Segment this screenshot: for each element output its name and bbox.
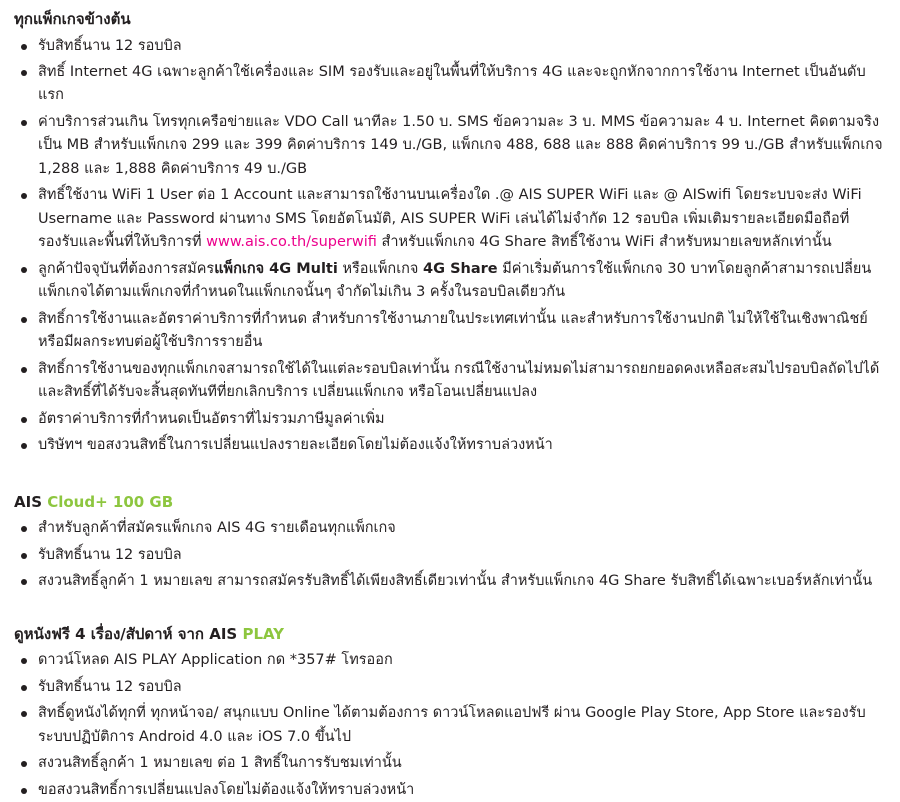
section-title-ais-cloud [14, 491, 888, 514]
multi-text-mid: หรือแพ็กเกจ [337, 260, 424, 277]
list-item: ค่าบริการส่วนเกิน โทรทุกเครือข่ายและ VDO Call นาทีละ 1.50 บ. SMS ข้อความละ 3 บ. MMS ข้อความละ 4 บ. Internet คิดตามจริงเป็น MB สำหรับแพ็กเกจ 299 และ 399 คิดค่าบริการ 149 บ./GB, แพ็กเกจ 488, 688 และ 888 คิดค่าบริการ 99 บ./GB สำหรับแพ็กเกจ 1,288 และ 1,888 คิดค่าบริการ 49 บ./GB [12, 111, 888, 181]
list-item: ขอสงวนสิทธิ์การเปลี่ยนแปลงโดยไม่ต้องแจ้งให้ทราบล่วงหน้า [12, 779, 888, 802]
list-item: สิทธิ์การใช้งานของทุกแพ็กเกจสามารถใช้ได้ในแต่ละรอบบิลเท่านั้น กรณีใช้งานไม่หมดไม่สามารถยกยอดคงเหลือสะสมไปรอบบิลถัดไปได้ และสิทธิ์ที่ได้รับจะสิ้นสุดทันทีที่ยกเลิกบริการ เปลี่ยนแพ็กเกจ หรือโอนเปลี่ยนแปลง [12, 358, 888, 405]
list-item: สงวนสิทธิ์ลูกค้า 1 หมายเลข ต่อ 1 สิทธิ์ในการรับชมเท่านั้น [12, 752, 888, 775]
list-item: อัตราค่าบริการที่กำหนดเป็นอัตราที่ไม่รวมภาษีมูลค่าเพิ่ม [12, 408, 888, 431]
bullet-list-ais-cloud [12, 517, 888, 593]
package-4g-multi-label: แพ็กเกจ 4G Multi [214, 260, 338, 277]
multi-text-pre: ลูกค้าปัจจุบันที่ต้องการสมัคร [38, 260, 215, 277]
list-item: สงวนสิทธิ์ลูกค้า 1 หมายเลข สามารถสมัครรับสิทธิ์ได้เพียงสิทธิ์เดียวเท่านั้น สำหรับแพ็กเกจ 4G Share รับสิทธิ์ได้เฉพาะเบอร์หลักเท่านั้น [12, 570, 888, 593]
package-4g-share-label: 4G Share [423, 260, 498, 277]
section-title-prefix: AIS [14, 492, 48, 511]
multi-text-post: มีค่าเริ่มต้นการใช้แพ็กเกจ 30 บาทโดยลูกค้าสามารถเปลี่ยนแพ็กเกจได้ตามแพ็กเกจที่กำหนดในแพ็กเกจนั้นๆ จำกัดไม่เกิน 3 ครั้งในรอบบิลเดียวกัน [38, 260, 872, 301]
section-title-accent: Cloud+ 100 GB [47, 492, 174, 511]
section-title-prefix: ดูหนังฟรี 4 เรื่อง/สัปดาห์ จาก AIS [14, 624, 243, 643]
wifi-text-pre: สิทธิ์ใช้งาน WiFi 1 User ต่อ 1 Account และสามารถใช้งานบนเครื่องใด .@ AIS SUPER WiFi และ @ AISwifi โดยระบบจะส่ง WiFi Username และ Password ผ่านทาง SMS โดยอัตโนมัติ, AIS SUPER WiFi เล่นได้ไม่จำกัด 12 รอบบิล เพิ่มเติมรายละเอียดมือถือที่รองรับและพื้นที่ให้บริการที่ [38, 187, 862, 251]
list-item: สิทธิ์ Internet 4G เฉพาะลูกค้าใช้เครื่องและ SIM รองรับและอยู่ในพื้นที่ให้บริการ 4G และจะถูกหักจากการใช้งาน Internet เป็นอันดับแรก [12, 61, 888, 108]
list-item: สิทธิ์การใช้งานและอัตราค่าบริการที่กำหนด สำหรับการใช้งานภายในประเทศเท่านั้น และสำหรับการใช้งานปกติ ไม่ให้ใช้ในเชิงพาณิชย์หรือมีผลกระทบต่อผู้ใช้บริการรายอื่น [12, 308, 888, 355]
superwifi-link[interactable]: www.ais.co.th/superwifi [206, 234, 377, 251]
list-item-wifi [12, 184, 888, 254]
section-all-packages [12, 8, 888, 458]
list-item: สำหรับลูกค้าที่สมัครแพ็กเกจ AIS 4G รายเดือนทุกแพ็กเกจ [12, 517, 888, 540]
bullet-list-ais-play [12, 649, 888, 802]
list-item: รับสิทธิ์นาน 12 รอบบิล [12, 676, 888, 699]
section-ais-play [12, 623, 888, 802]
list-item: บริษัทฯ ขอสงวนสิทธิ์ในการเปลี่ยนแปลงรายละเอียดโดยไม่ต้องแจ้งให้ทราบล่วงหน้า [12, 434, 888, 457]
section-title-ais-play [14, 623, 888, 646]
list-item: สิทธิ์ดูหนังได้ทุกที่ ทุกหน้าจอ/ สนุกแบบ Online ได้ตามต้องการ ดาวน์โหลดแอปฟรี ผ่าน Google Play Store, App Store และรองรับระบบปฏิบัติการ Android 4.0 และ iOS 7.0 ขึ้นไป [12, 702, 888, 749]
section-spacer [12, 461, 888, 491]
list-item: รับสิทธิ์นาน 12 รอบบิล [12, 35, 888, 58]
section-ais-cloud [12, 491, 888, 594]
bullet-list-all-packages [12, 35, 888, 458]
wifi-text-post: สำหรับแพ็กเกจ 4G Share สิทธิ์ใช้งาน WiFi สำหรับหมายเลขหลักเท่านั้น [376, 234, 832, 251]
list-item: ดาวน์โหลด AIS PLAY Application กด *357# โทรออก [12, 649, 888, 672]
list-item: รับสิทธิ์นาน 12 รอบบิล [12, 544, 888, 567]
list-item-multi-share [12, 258, 888, 305]
section-title-accent: PLAY [242, 624, 285, 643]
section-spacer-2 [12, 597, 888, 623]
section-title-all-packages: ทุกแพ็กเกจข้างต้น [14, 10, 131, 28]
